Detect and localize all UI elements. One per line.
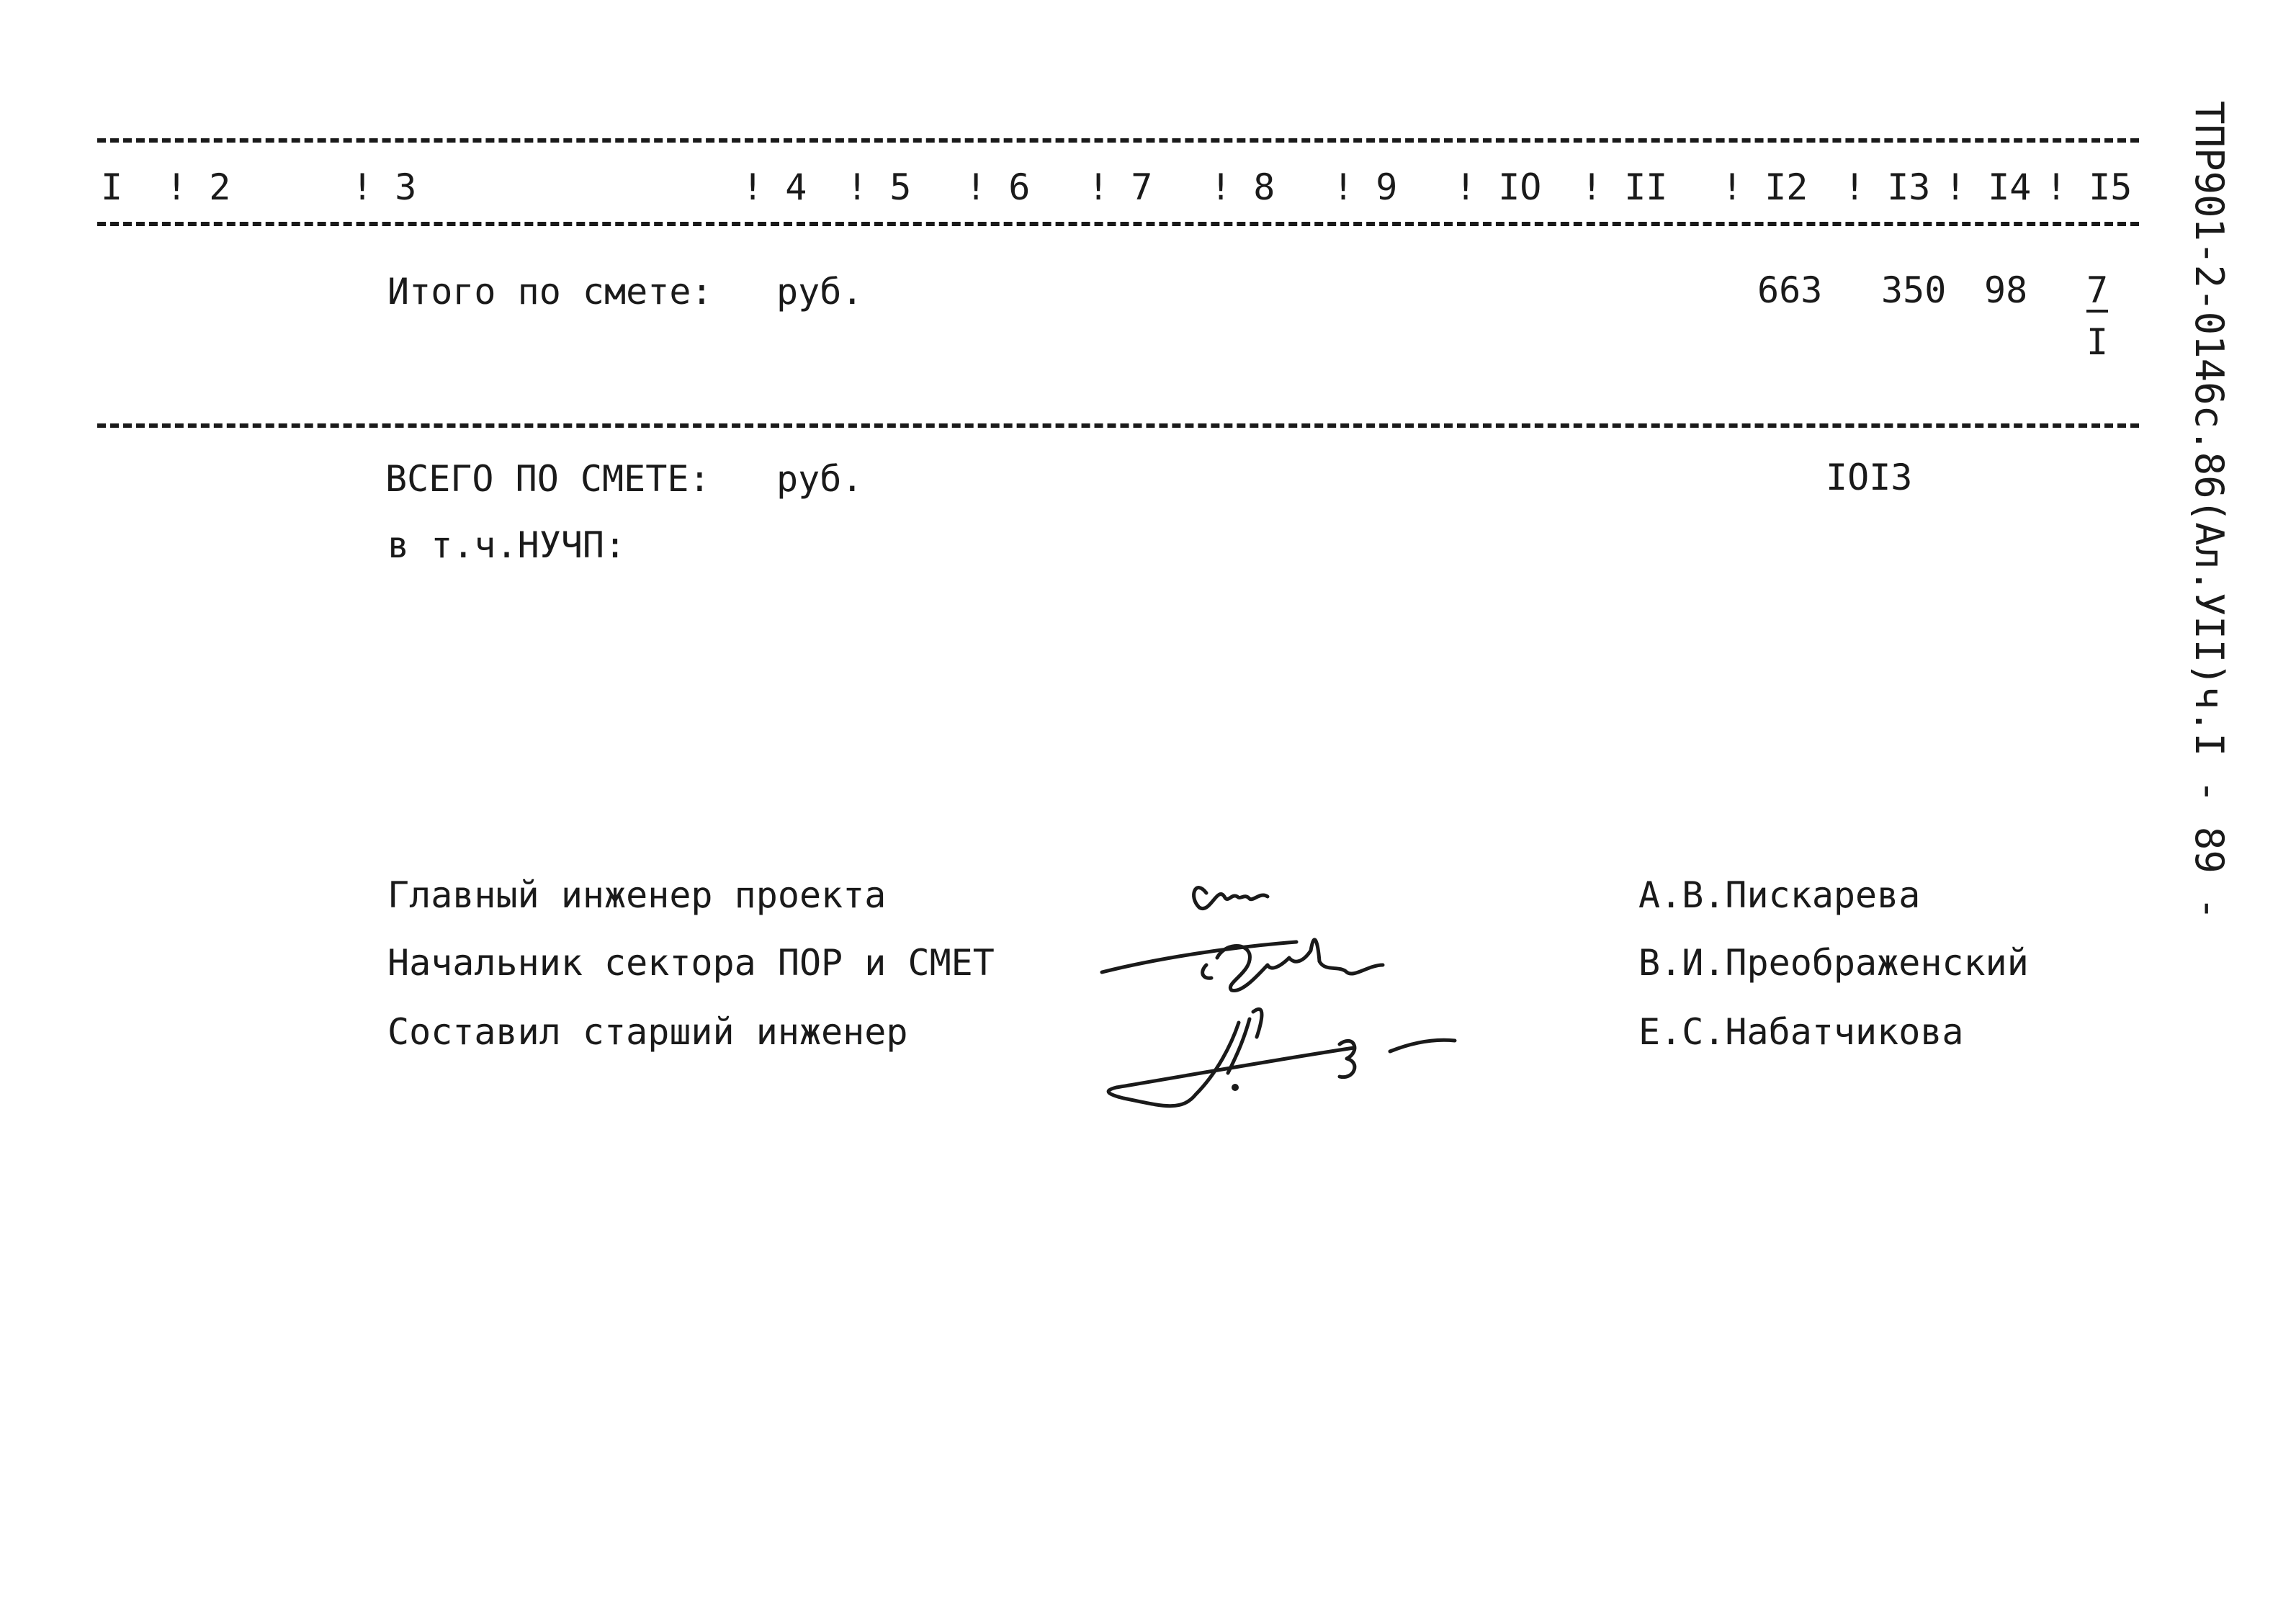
signature-name-chief-engineer: А.В.Пискарева (1638, 874, 1921, 916)
column-header-6: ! 6 (965, 166, 1031, 208)
column-header-2: ! 2 (166, 166, 231, 208)
column-header-7: ! 7 (1088, 166, 1153, 208)
column-header-13: ! I3 (1844, 166, 1931, 208)
column-header-4: ! 4 (742, 166, 807, 208)
signature-name-sector-head: В.И.Преображенский (1638, 942, 2029, 984)
subtotal-col14: 98 (1984, 269, 2028, 311)
subtotal-unit: руб. (776, 271, 864, 313)
rule-top (97, 138, 2139, 143)
signature-role-chief-engineer: Главный инженер проекта (387, 874, 887, 916)
column-header-11: ! II (1581, 166, 1668, 208)
column-header-5: ! 5 (846, 166, 912, 208)
subtotal-col15-top: 7 (2086, 269, 2109, 311)
column-header-10: ! IO (1455, 166, 1542, 208)
subtotal-col12: 663 (1757, 269, 1823, 311)
column-header-1: I (101, 166, 123, 208)
rule-subtotal-bottom (97, 423, 2139, 428)
total-col12: IOI3 (1826, 457, 1913, 498)
including-label: в т.ч.НУЧП: (387, 524, 627, 566)
column-header-12: ! I2 (1721, 166, 1808, 208)
column-header-14: ! I4 (1945, 166, 2032, 208)
document-code: ТПР901-2-0146с.86(Ал.УII)ч.I - 89 - (2187, 101, 2232, 920)
column-header-8: ! 8 (1210, 166, 1275, 208)
signature-name-compiler: Е.С.Набатчикова (1638, 1011, 1964, 1053)
signature-role-sector-head: Начальник сектора ПОР и СМЕТ (387, 942, 995, 984)
handwritten-signatures (1051, 857, 1512, 1145)
signature-role-compiler: Составил старший инженер (387, 1011, 908, 1053)
column-header-15: ! I5 (2045, 166, 2133, 208)
rule-header-bottom (97, 222, 2139, 226)
subtotal-col15-bottom: I (2086, 321, 2109, 363)
column-header-9: ! 9 (1332, 166, 1398, 208)
subtotal-col13: 350 (1881, 269, 1947, 311)
subtotal-label: Итого по смете: (387, 271, 713, 313)
total-label: ВСЕГО ПО СМЕТЕ: (385, 458, 711, 500)
column-header-3: ! 3 (351, 166, 417, 208)
total-unit: руб. (776, 458, 864, 500)
